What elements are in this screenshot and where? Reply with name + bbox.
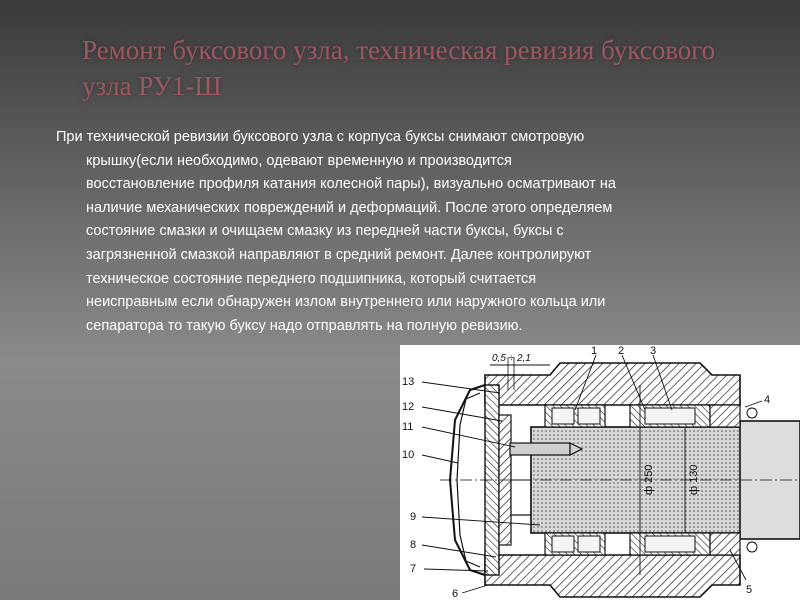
body-line: наличие механических повреждений и деформаций. После этого определяем bbox=[86, 199, 613, 216]
body-line: При технической ревизии буксового узла с корпуса буксы снимают смотровую bbox=[56, 129, 585, 145]
label-7: 7 bbox=[410, 563, 417, 575]
label-9: 9 bbox=[410, 511, 417, 523]
body-line: состояние смазки и очищаем смазку из передней части буксы, буксы с bbox=[86, 223, 564, 240]
body-line: сепаратора то такую буксу надо отправлять на полную ревизию. bbox=[86, 317, 523, 334]
axle-box-cross-section-icon bbox=[400, 345, 800, 600]
label-8: 8 bbox=[410, 539, 417, 551]
body-line: загрязненной смазкой направляют в средний ремонт. Далее контролируют bbox=[86, 246, 592, 263]
body-line: техническое состояние переднего подшипника, который считается bbox=[86, 270, 537, 287]
axle-box-drawing bbox=[400, 345, 800, 600]
label-5: 5 bbox=[746, 584, 753, 596]
slide-title: Ремонт буксового узла, техническая ревизия буксового узла РУ1-Ш bbox=[82, 35, 716, 101]
label-10: 10 bbox=[402, 449, 415, 461]
label-2: 2 bbox=[618, 345, 625, 357]
body-line: неисправным если обнаружен излом внутреннего или наружного кольца или bbox=[86, 294, 606, 311]
slide-body-text bbox=[56, 126, 756, 338]
label-13: 13 bbox=[402, 376, 415, 388]
dimension-gap: 0,5 ÷ 2,1 bbox=[492, 353, 531, 364]
label-1: 1 bbox=[591, 345, 598, 357]
label-11: 11 bbox=[402, 421, 414, 433]
body-line: крышку(если необходимо, одевают временную и производится bbox=[86, 152, 512, 169]
label-3: 3 bbox=[650, 345, 657, 357]
label-12: 12 bbox=[402, 401, 415, 413]
label-6: 6 bbox=[452, 588, 459, 600]
body-line: восстановление профиля катания колесной пары), визуально осматривают на bbox=[86, 176, 616, 193]
label-4: 4 bbox=[764, 394, 771, 406]
dimension-d2: ф 130 bbox=[688, 464, 700, 495]
dimension-d1: ф 250 bbox=[643, 464, 655, 495]
